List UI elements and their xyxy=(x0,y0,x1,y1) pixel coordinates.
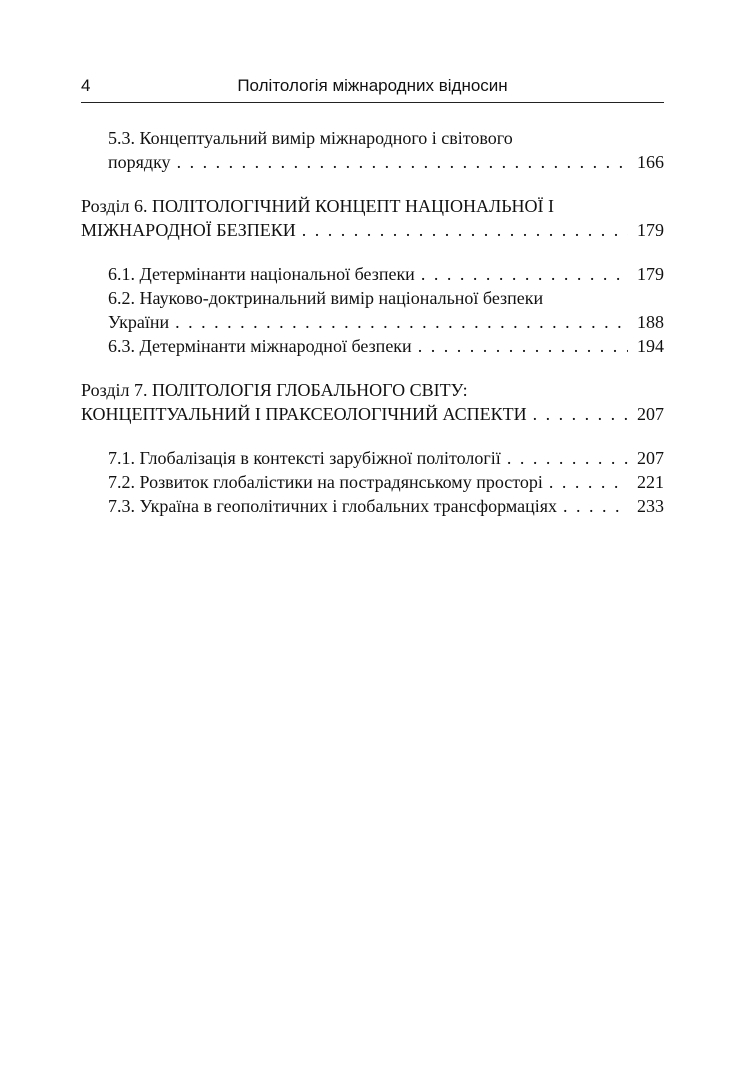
toc-page-number: 194 xyxy=(637,336,664,356)
toc-entry-text-line: 6.2. Науково-доктринальний вимір національної безпеки xyxy=(108,288,544,308)
dot-leader xyxy=(557,494,628,518)
dot-leader xyxy=(171,150,628,174)
toc-page-number: 179 xyxy=(637,220,664,240)
toc-entry-7-2[interactable] xyxy=(81,470,664,494)
dot-leader xyxy=(501,446,628,470)
toc-entry-section-6[interactable] xyxy=(81,194,664,242)
toc-entry-6-1[interactable] xyxy=(81,262,664,286)
toc-entry-text-line: Розділ 7. ПОЛІТОЛОГІЯ ГЛОБАЛЬНОГО СВІТУ: xyxy=(81,380,468,400)
page-header xyxy=(81,72,664,103)
toc-entry-text: 7.2. Розвиток глобалістики на пострадянському просторі xyxy=(108,472,543,492)
toc-entry-text: 7.3. Україна в геополітичних і глобальних трансформаціях xyxy=(108,496,558,516)
page-number: 4 xyxy=(81,76,91,95)
toc-entry-6-3[interactable] xyxy=(81,334,664,358)
toc-page-number: 207 xyxy=(637,448,664,468)
toc-entry-text: 6.3. Детермінанти міжнародної безпеки xyxy=(108,336,412,356)
toc-entry-7-3[interactable] xyxy=(81,494,664,518)
toc-entry-text: 6.1. Детермінанти національної безпеки xyxy=(108,264,415,284)
toc-entry-7-1[interactable] xyxy=(81,446,664,470)
toc-page-number: 207 xyxy=(637,404,664,424)
toc-entry-text: КОНЦЕПТУАЛЬНИЙ І ПРАКСЕОЛОГІЧНИЙ АСПЕКТИ xyxy=(81,404,527,424)
toc-entry-text-line: 5.3. Концептуальний вимір міжнародного і світового xyxy=(108,128,513,148)
toc-page-number: 233 xyxy=(637,496,664,516)
toc-page-number: 188 xyxy=(637,312,664,332)
toc-page-number: 221 xyxy=(637,472,664,492)
dot-leader xyxy=(169,310,628,334)
table-of-contents xyxy=(81,126,664,518)
dot-leader xyxy=(296,218,628,242)
dot-leader xyxy=(543,470,628,494)
dot-leader xyxy=(527,402,628,426)
toc-entry-6-2[interactable] xyxy=(81,286,664,334)
toc-entry-5-3[interactable] xyxy=(81,126,664,174)
toc-entry-text: порядку xyxy=(108,152,171,172)
dot-leader xyxy=(412,334,628,358)
toc-entry-text-line: Розділ 6. ПОЛІТОЛОГІЧНИЙ КОНЦЕПТ НАЦІОНАЛЬНОЇ І xyxy=(81,196,555,216)
dot-leader xyxy=(415,262,628,286)
toc-entry-section-7[interactable] xyxy=(81,378,664,426)
toc-page-number: 166 xyxy=(637,152,664,172)
toc-entry-text: 7.1. Глобалізація в контексті зарубіжної політології xyxy=(108,448,501,468)
toc-entry-text: України xyxy=(108,312,170,332)
toc-page-number: 179 xyxy=(637,264,664,284)
running-title: Політологія міжнародних відносин xyxy=(237,76,508,95)
toc-entry-text: МІЖНАРОДНОЇ БЕЗПЕКИ xyxy=(81,220,296,240)
